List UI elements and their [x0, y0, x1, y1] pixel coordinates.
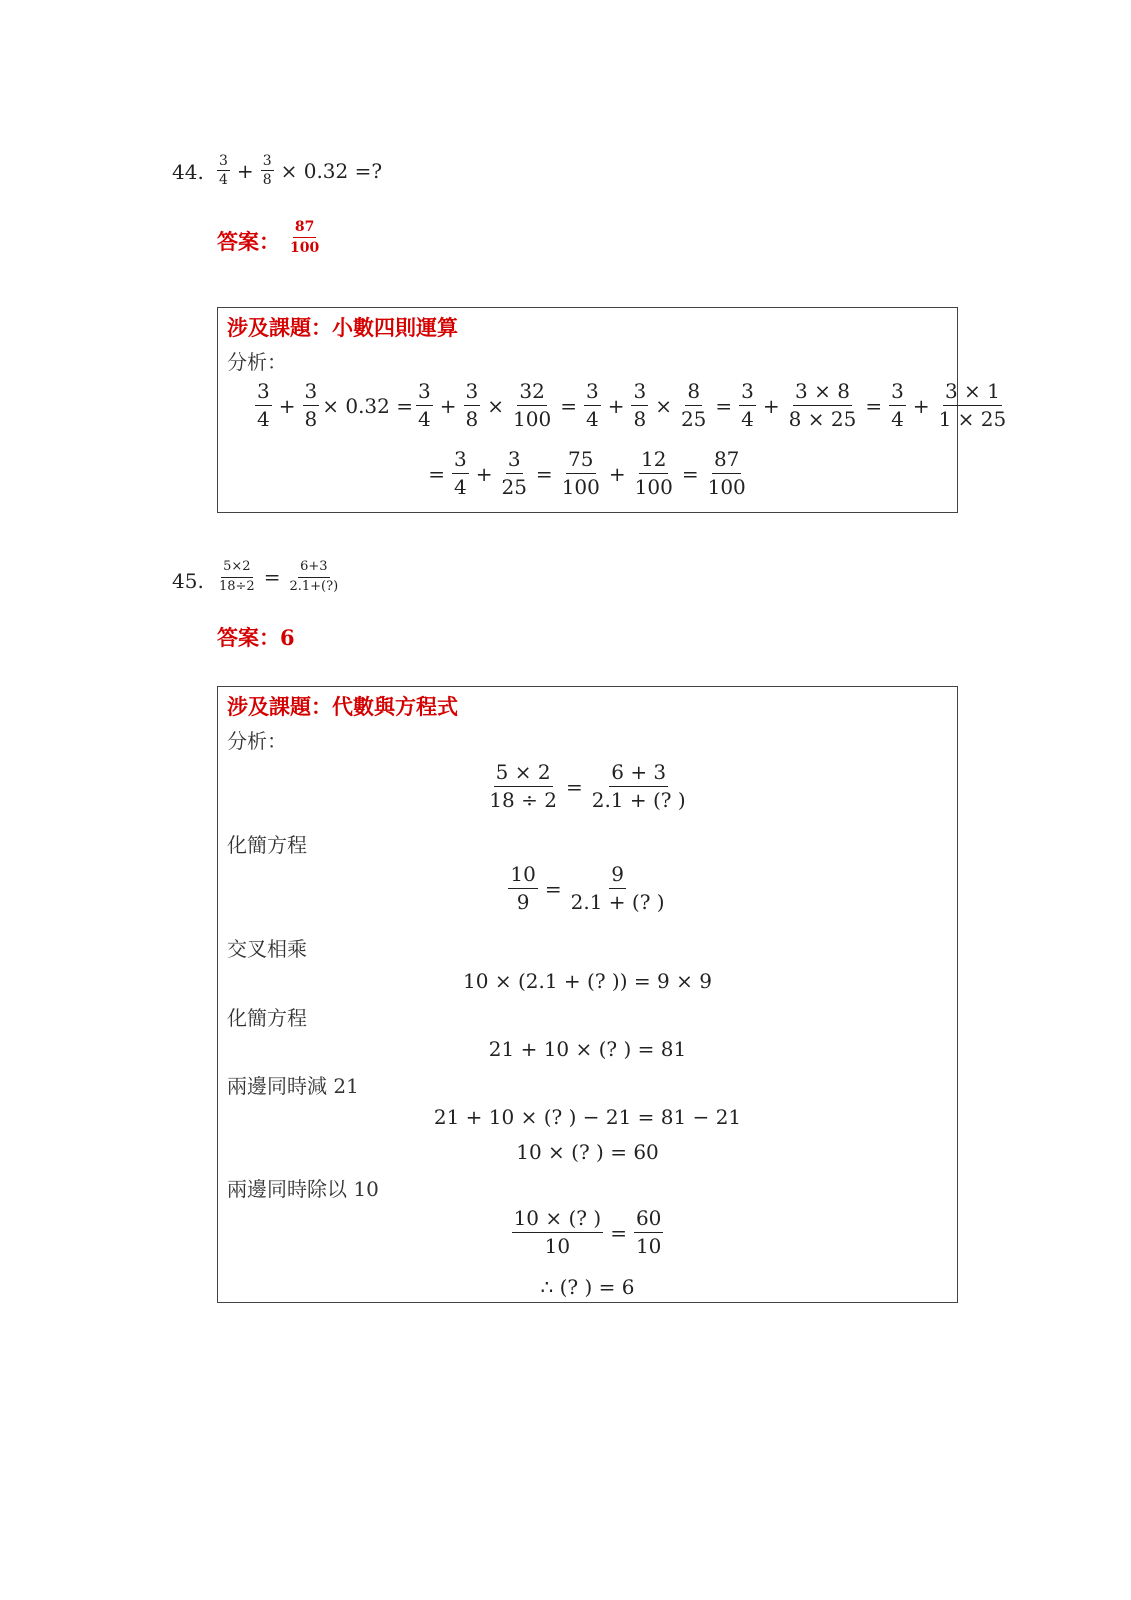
- denominator: 10: [635, 1234, 662, 1258]
- numerator: 3 × 1: [943, 380, 1002, 406]
- denominator: 8 × 25: [788, 407, 857, 431]
- denominator: 1 × 25: [938, 407, 1007, 431]
- equation: $\frac{10 \times (? )}{10}$ = $\frac{60}{10}$: [513, 1206, 662, 1258]
- denominator: 4: [741, 407, 754, 431]
- denominator: 8: [633, 407, 647, 431]
- step-label: 兩邊同時除以 10: [227, 1177, 379, 1201]
- denominator: 2.1 + (? ): [591, 788, 686, 812]
- step-label: 兩邊同時減 21: [227, 1074, 359, 1098]
- question-number: 44.: [172, 160, 204, 184]
- equation: $\frac{5 \times 2}{18 \div 2}$ = $\frac{6 + 3}{2.1 + (? )}$: [489, 760, 686, 812]
- numerator: 3: [889, 380, 906, 406]
- denominator: 100: [513, 407, 552, 431]
- denominator: 4: [453, 475, 467, 499]
- question-number: 45.: [172, 569, 204, 593]
- equation: 21 + 10 × (? ) = 81: [488, 1037, 687, 1061]
- topic-title: 涉及課題：代數與方程式: [227, 694, 458, 719]
- numerator: 5 × 2: [494, 761, 553, 787]
- numerator: 3 × 8: [793, 380, 852, 406]
- question-expression: $\frac{5\times 2}{18\div 2}$ = $\frac{6+3}{2.1+(?)}$: [219, 559, 339, 594]
- equation: 10 × (? ) = 60: [516, 1140, 659, 1164]
- numerator: 3: [255, 380, 272, 406]
- denominator: 100: [634, 475, 673, 499]
- denominator: 100: [561, 475, 600, 499]
- answer-fraction: [285, 219, 324, 256]
- expression-rest: × 0.32 =?: [280, 158, 383, 183]
- denominator: 8: [465, 407, 479, 431]
- denominator: 4: [418, 407, 431, 431]
- equation: $\frac{10}{9}$ = $\frac{9}{2.1 + (? )}$: [510, 862, 665, 914]
- denominator: 18 ÷ 2: [489, 788, 557, 812]
- numerator: 87: [712, 448, 741, 474]
- operator: × 0.32 =: [322, 393, 413, 418]
- denominator: 4: [585, 407, 599, 431]
- numerator: 3: [303, 380, 320, 406]
- numerator: 6 + 3: [609, 761, 668, 787]
- numerator: 60: [634, 1207, 663, 1233]
- denominator: 25: [680, 407, 707, 431]
- numerator: 87: [293, 219, 316, 238]
- numerator: 3: [739, 380, 756, 406]
- numerator: 75: [566, 448, 595, 474]
- numerator: 3: [452, 448, 469, 474]
- working-line-2: = $\frac{3}{4}$ + $\frac{3}{25}$ = $\frac{75}{100}$ + $\frac{12}{100}$ = $\frac{87}{100}$: [428, 447, 746, 499]
- denominator: 25: [501, 475, 527, 499]
- step-label: 化簡方程: [227, 1006, 307, 1030]
- operator: +: [236, 158, 254, 183]
- numerator: 9: [609, 863, 626, 889]
- numerator: 32: [517, 380, 546, 406]
- denominator: 4: [219, 172, 228, 189]
- denominator: 18÷2: [219, 578, 255, 594]
- denominator: 4: [257, 407, 270, 431]
- numerator: 3: [506, 448, 523, 474]
- topic-title: 涉及課題：小數四則運算: [227, 315, 458, 340]
- numerator: 12: [639, 448, 668, 474]
- numerator: 3: [464, 380, 481, 406]
- denominator: 8: [304, 407, 318, 431]
- equation: 10 × (2.1 + (? )) = 9 × 9: [463, 969, 712, 993]
- analysis-label: 分析：: [227, 729, 287, 753]
- denominator: 8: [262, 172, 272, 189]
- numerator: 6+3: [298, 560, 329, 578]
- denominator: 100: [707, 475, 746, 499]
- analysis-box: [217, 686, 958, 1303]
- analysis-label: 分析：: [227, 350, 287, 374]
- denominator: 10: [544, 1234, 571, 1258]
- denominator: 2.1+(?): [289, 578, 339, 594]
- denominator: 2.1 + (? ): [570, 890, 665, 914]
- answer: 答案：6: [217, 625, 295, 650]
- answer-label: 答案：: [217, 229, 280, 254]
- answer: [217, 226, 280, 256]
- numerator: 3: [631, 380, 648, 406]
- denominator: 9: [516, 890, 530, 914]
- numerator: 8: [685, 380, 702, 406]
- step-label: 交叉相乘: [227, 937, 307, 961]
- conclusion: ∴ (? ) = 6: [540, 1275, 635, 1299]
- question-expression: [214, 153, 386, 188]
- equation: 21 + 10 × (? ) − 21 = 81 − 21: [433, 1105, 742, 1129]
- working-line-1: $\frac{3}{4}$ + $\frac{3}{8}$ × 0.32 = $\frac{3}{4}$ + $\frac{3}{8}$ × $\frac{32}{100}$ = $\frac{3}{4}$ + $\frac{3}{8}$ × $\frac{8}{25}$ = $\frac{3}{4}$ + $\frac{3 \times 8}{8 \times 25}$ = $\frac{3}{4}$ + $\frac{3 \times 1}{1 \times 25}$: [257, 379, 1007, 431]
- numerator: 5×2: [221, 560, 252, 578]
- denominator: 4: [891, 407, 904, 431]
- numerator: 3: [261, 153, 274, 171]
- numerator: 3: [217, 153, 230, 171]
- step-label: 化簡方程: [227, 833, 307, 857]
- numerator: 3: [416, 380, 433, 406]
- numerator: 3: [584, 380, 601, 406]
- numerator: 10 × (? ): [512, 1207, 604, 1233]
- numerator: 10: [508, 863, 537, 889]
- denominator: 100: [290, 240, 320, 257]
